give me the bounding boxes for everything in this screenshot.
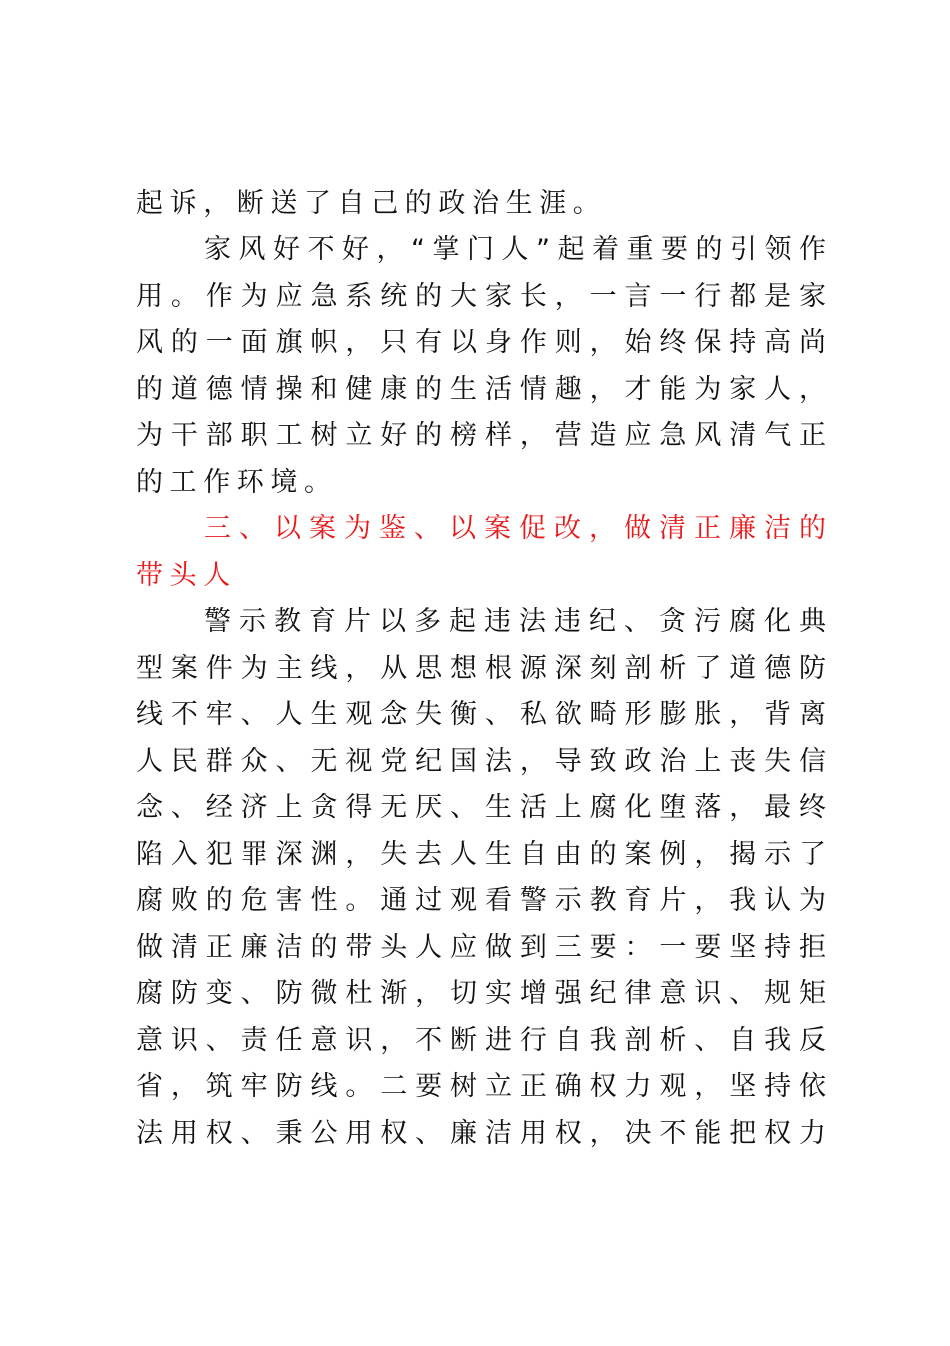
section-heading: 三、以案为鉴、以案促改，做清正廉洁的 xyxy=(204,513,826,544)
section-heading: 带头人 xyxy=(136,560,237,591)
paragraph-line: 腐败的危害性。通过观看警示教育片，我认为 xyxy=(136,885,826,916)
paragraph-line: 线不牢、人生观念失衡、私欲畸形膨胀，背离 xyxy=(136,699,826,730)
paragraph-line: 陷入犯罪深渊，失去人生自由的案例，揭示了 xyxy=(136,839,826,870)
paragraph-line: 警示教育片以多起违法违纪、贪污腐化典 xyxy=(204,606,826,637)
paragraph-line: 人民群众、无视党纪国法，导致政治上丧失信 xyxy=(136,746,826,777)
paragraph-line: 做清正廉洁的带头人应做到三要：一要坚持拒 xyxy=(136,932,826,963)
paragraph-line: 家风好不好，“掌门人”起着重要的引领作 xyxy=(204,234,826,265)
paragraph-line: 型案件为主线，从思想根源深刻剖析了道德防 xyxy=(136,653,826,684)
paragraph-line: 风的一面旗帜，只有以身作则，始终保持高尚 xyxy=(136,327,826,358)
paragraph-line: 法用权、秉公用权、廉洁用权，决不能把权力 xyxy=(136,1118,826,1149)
paragraph-line: 省，筑牢防线。二要树立正确权力观，坚持依 xyxy=(136,1071,826,1102)
paragraph-line: 起诉，断送了自己的政治生涯。 xyxy=(136,188,607,219)
paragraph-line: 的道德情操和健康的生活情趣，才能为家人， xyxy=(136,374,826,405)
paragraph-line: 念、经济上贪得无厌、生活上腐化堕落，最终 xyxy=(136,792,826,823)
paragraph-line: 意识、责任意识，不断进行自我剖析、自我反 xyxy=(136,1025,826,1056)
paragraph-line: 为干部职工树立好的榜样，营造应急风清气正 xyxy=(136,420,826,451)
paragraph-line: 的工作环境。 xyxy=(136,467,338,498)
paragraph-line: 用。作为应急系统的大家长，一言一行都是家 xyxy=(136,281,826,312)
paragraph-line: 腐防变、防微杜渐，切实增强纪律意识、规矩 xyxy=(136,978,826,1009)
